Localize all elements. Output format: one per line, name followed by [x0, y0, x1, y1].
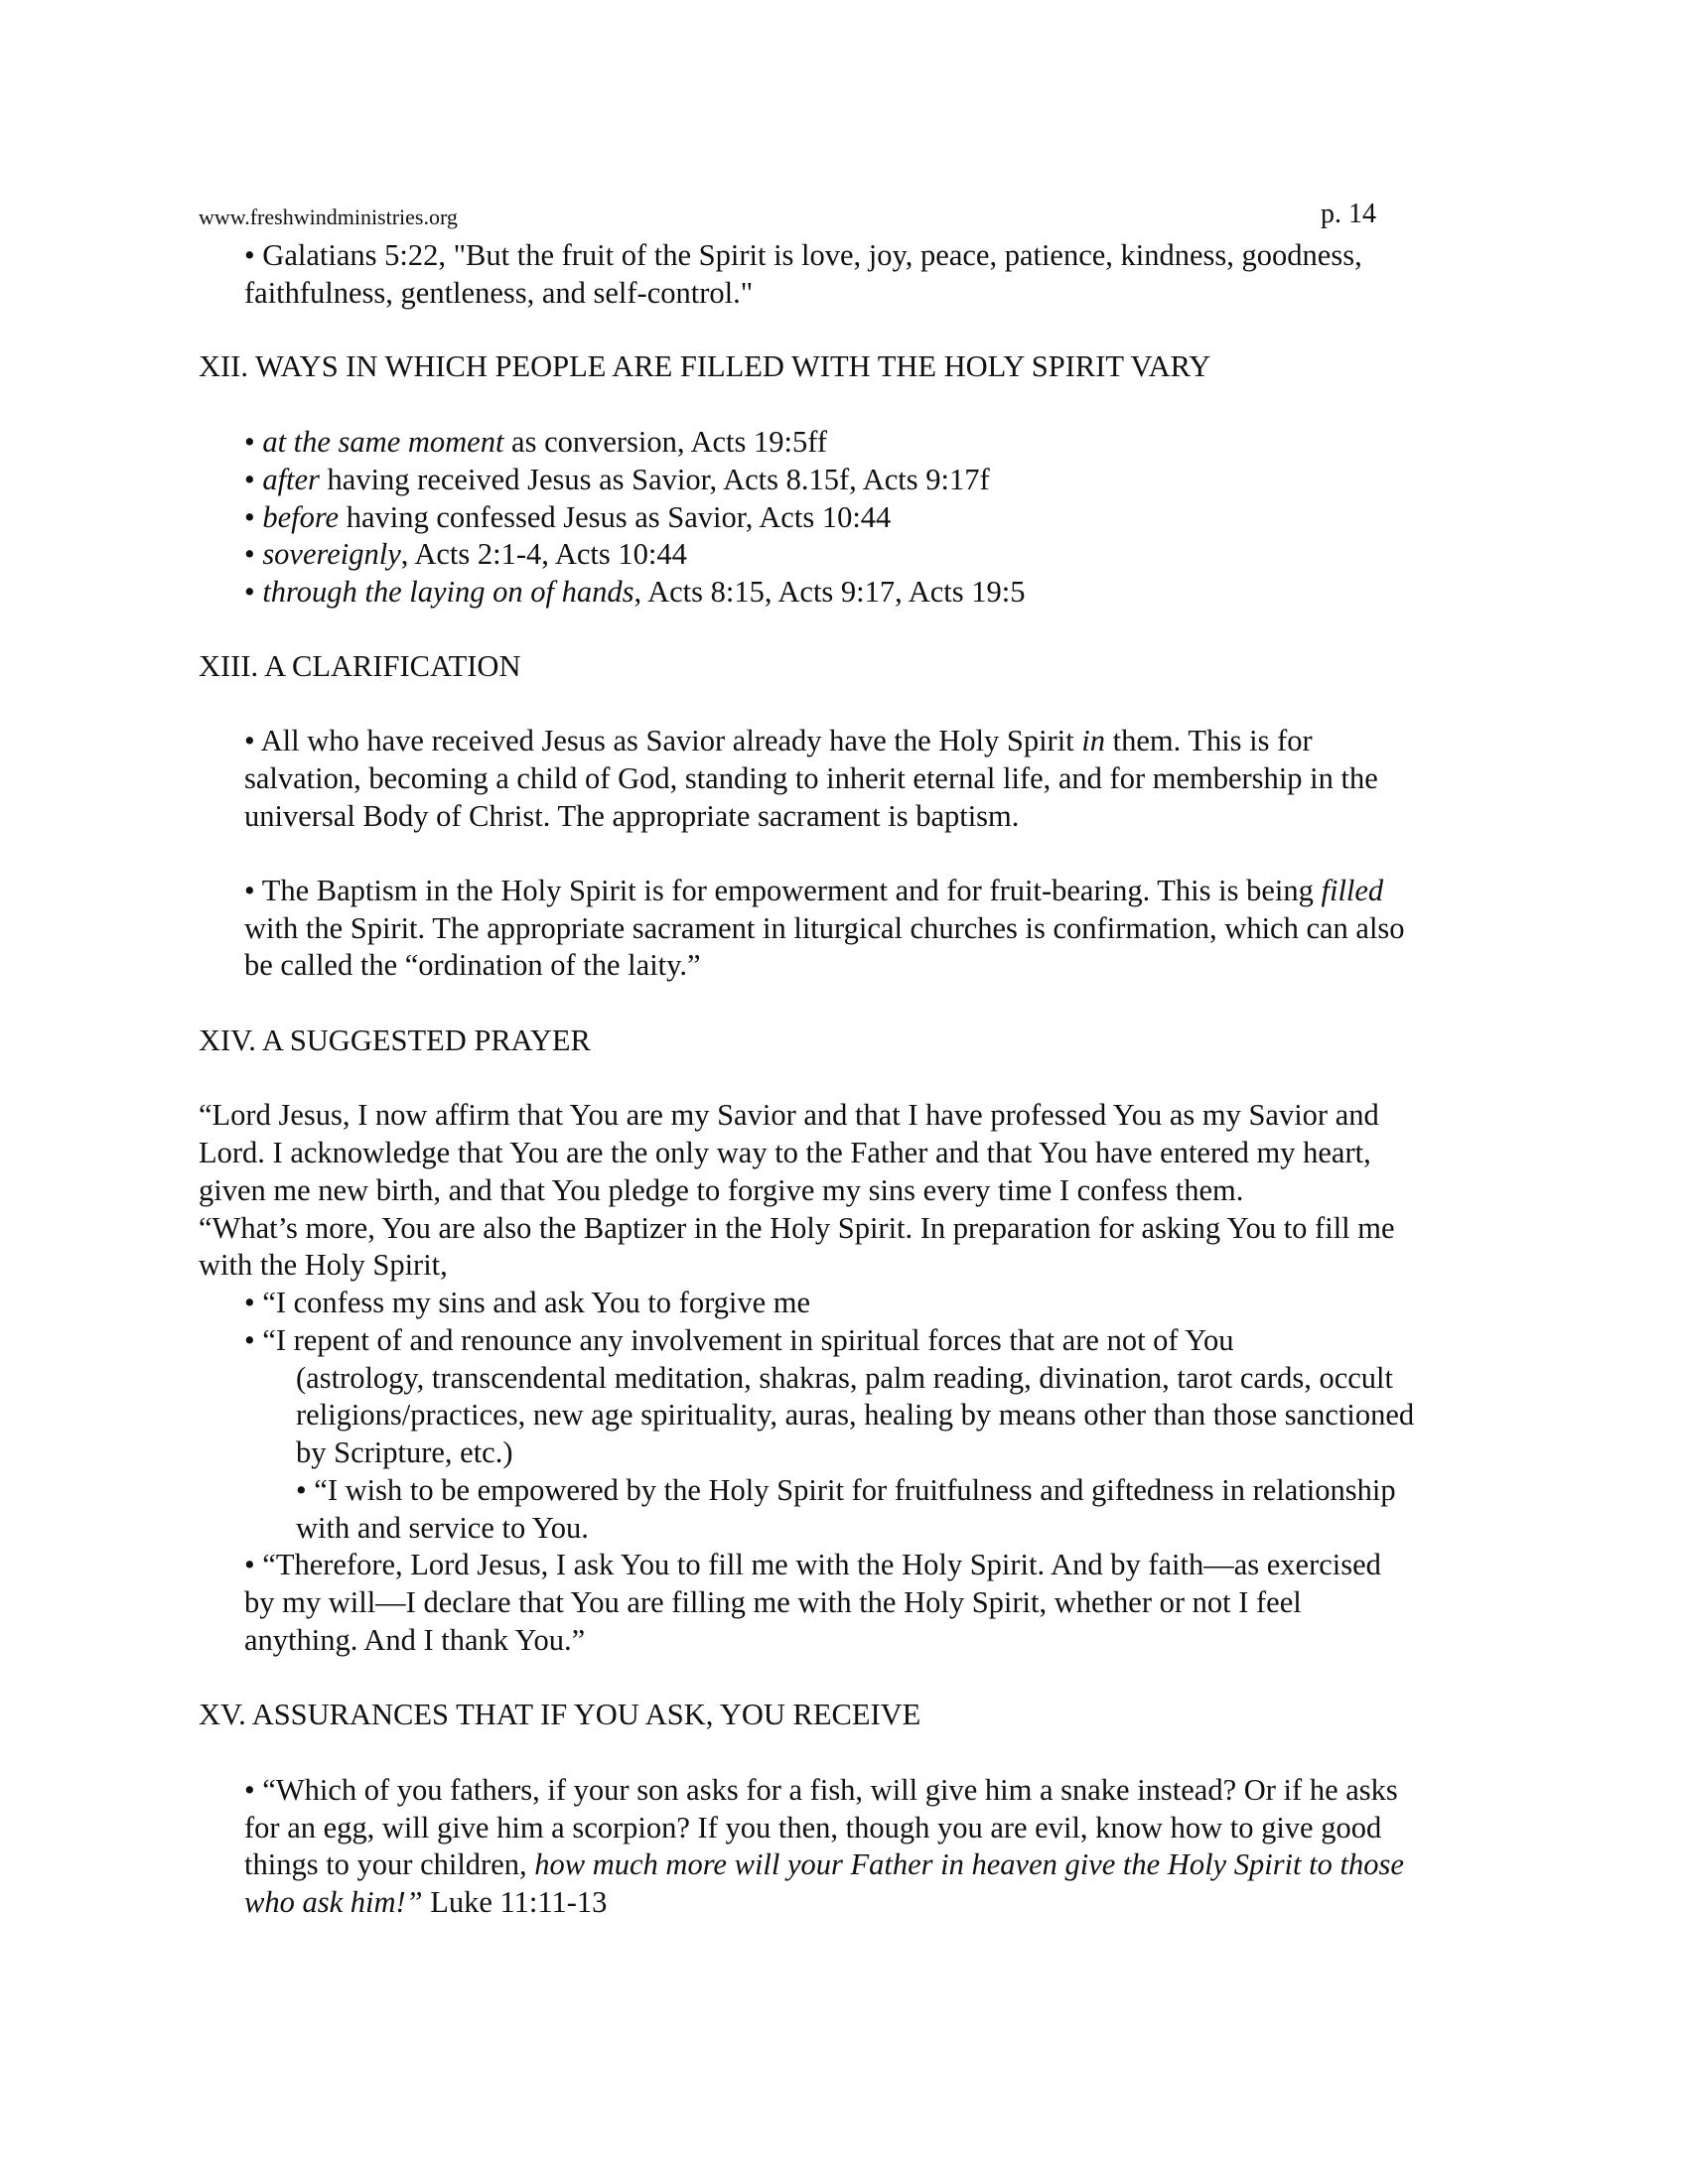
paragraph-line: universal Body of Christ. The appropriate sacrament is baptism. — [244, 799, 1020, 833]
paragraph-line: with the Spirit. The appropriate sacrament in liturgical churches is confirmation, which can also — [244, 911, 1405, 945]
prayer-bullet: • “I repent of and renounce any involvement in spiritual forces that are not of You — [244, 1323, 1234, 1357]
prayer-sub-line: religions/practices, new age spirituality, auras, healing by means other than those sanctioned — [296, 1398, 1415, 1432]
prayer-line: “What’s more, You are also the Baptizer in the Holy Spirit. In preparation for asking You to fill me — [199, 1211, 1395, 1245]
prayer-line: Lord. I acknowledge that You are the only way to the Father and that You have entered my heart, — [199, 1136, 1371, 1169]
prayer-sub-line: with and service to You. — [296, 1511, 589, 1545]
list-item: • at the same moment as conversion, Acts 19:5ff — [244, 425, 827, 459]
prayer-sub-line: by my will—I declare that You are filling me with the Holy Spirit, whether or not I feel — [244, 1585, 1302, 1619]
prayer-line: “Lord Jesus, I now affirm that You are my Savior and that I have professed You as my Savior and — [199, 1098, 1379, 1132]
section-heading: XIII. A CLARIFICATION — [199, 649, 521, 683]
prayer-sub-line: by Scripture, etc.) — [296, 1435, 513, 1469]
page-number: p. 14 — [1321, 199, 1376, 229]
list-item: • sovereignly, Acts 2:1-4, Acts 10:44 — [244, 537, 687, 571]
quote-line: who ask him!” Luke 11:11-13 — [244, 1885, 608, 1919]
section-heading: XIV. A SUGGESTED PRAYER — [199, 1024, 591, 1057]
prayer-bullet: • “I confess my sins and ask You to forgive me — [244, 1286, 811, 1319]
list-item: • after having received Jesus as Savior, Acts 8.15f, Acts 9:17f — [244, 463, 990, 496]
paragraph-line: • The Baptism in the Holy Spirit is for empowerment and for fruit-bearing. This is being filled — [244, 874, 1384, 907]
section-heading: XV. ASSURANCES THAT IF YOU ASK, YOU RECEIVE — [199, 1698, 921, 1731]
prayer-sub-line: (astrology, transcendental meditation, shakras, palm reading, divination, tarot cards, occult — [296, 1361, 1393, 1395]
website-url: www.freshwindministries.org — [199, 205, 458, 229]
prayer-bullet: • “Therefore, Lord Jesus, I ask You to fill me with the Holy Spirit. And by faith—as exercised — [244, 1548, 1381, 1581]
list-item: • through the laying on of hands, Acts 8:15, Acts 9:17, Acts 19:5 — [244, 575, 1026, 609]
paragraph-line: salvation, becoming a child of God, standing to inherit eternal life, and for membership in the — [244, 761, 1378, 795]
quote-line: faithfulness, gentleness, and self-control." — [244, 276, 754, 310]
prayer-sub-line: anything. And I thank You.” — [244, 1623, 586, 1657]
prayer-bullet: • “I wish to be empowered by the Holy Spirit for fruitfulness and giftedness in relationship — [296, 1473, 1396, 1507]
quote-line: for an egg, will give him a scorpion? If you then, though you are evil, know how to give good — [244, 1811, 1382, 1844]
quote-line: things to your children, how much more will your Father in heaven give the Holy Spirit to those — [244, 1847, 1404, 1881]
paragraph-line: be called the “ordination of the laity.” — [244, 948, 701, 982]
section-heading: XII. WAYS IN WHICH PEOPLE ARE FILLED WITH THE HOLY SPIRIT VARY — [199, 349, 1211, 383]
paragraph-line: • All who have received Jesus as Savior already have the Holy Spirit in them. This is for — [244, 724, 1313, 757]
page-header — [199, 199, 1376, 234]
prayer-line: with the Holy Spirit, — [199, 1248, 448, 1282]
quote-line: • Galatians 5:22, "But the fruit of the Spirit is love, joy, peace, patience, kindness, goodness, — [244, 238, 1362, 272]
list-item: • before having confessed Jesus as Savior, Acts 10:44 — [244, 500, 892, 534]
prayer-line: given me new birth, and that You pledge to forgive my sins every time I confess them. — [199, 1173, 1244, 1207]
quote-line: • “Which of you fathers, if your son asks for a fish, will give him a snake instead? Or if he asks — [244, 1773, 1398, 1807]
